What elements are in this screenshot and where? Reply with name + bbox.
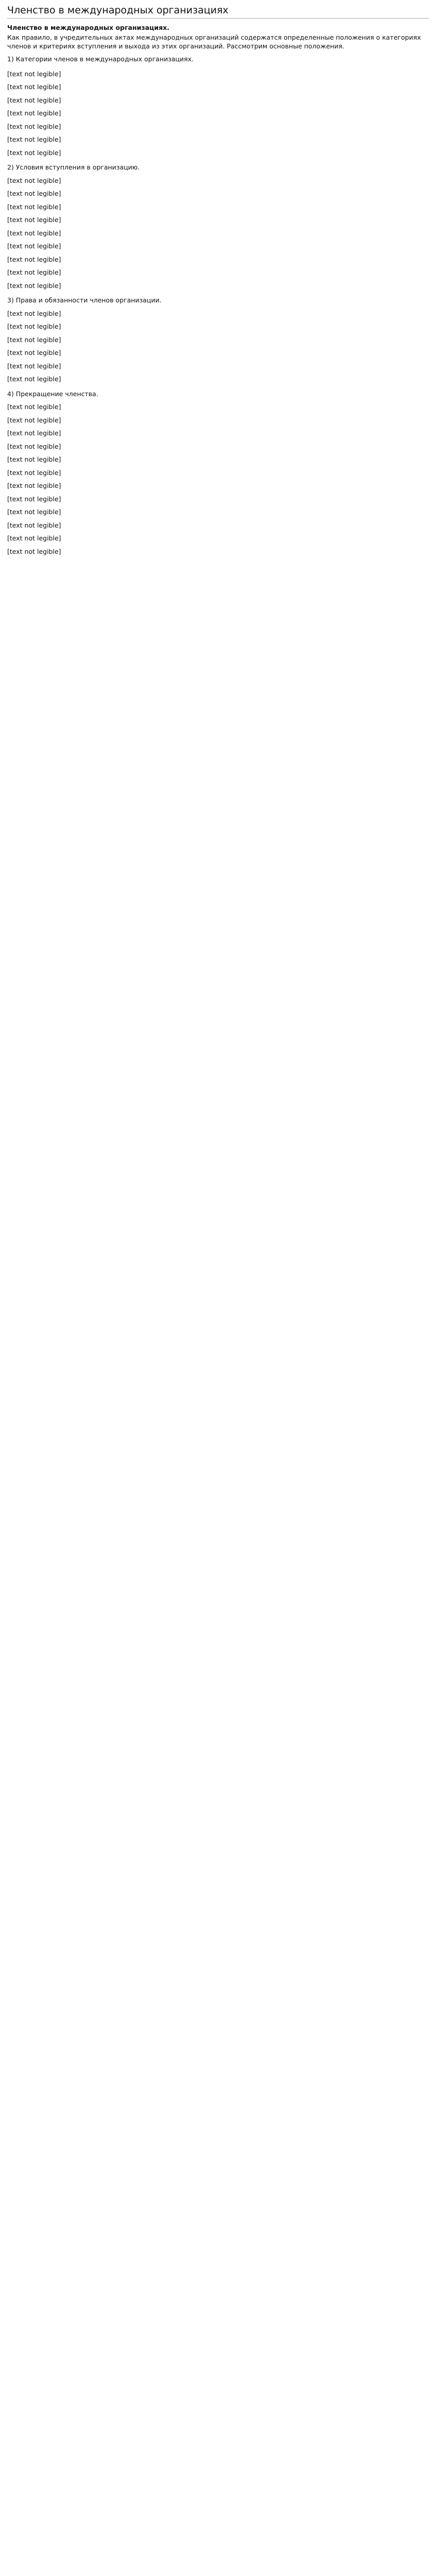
paragraph: [text not legible]	[7, 495, 61, 503]
paragraph: [text not legible]	[7, 242, 61, 250]
paragraph: [text not legible]	[7, 429, 61, 437]
paragraph: [text not legible]	[7, 96, 61, 104]
article-body	[7, 33, 429, 556]
paragraph: Как правило, в учредительных актах международных организаций содержатся определенные положения о категориях членов и критериях вступления и выхода из этих организаций. Рассмотрим основные положения.	[7, 33, 421, 50]
section-termination	[7, 390, 429, 556]
paragraph: [text not legible]	[7, 202, 61, 211]
paragraph: [text not legible]	[7, 135, 61, 143]
paragraph: [text not legible]	[7, 534, 61, 542]
paragraph: [text not legible]	[7, 122, 61, 130]
paragraph: 2) Условия вступления в организацию.	[7, 163, 140, 171]
paragraph: [text not legible]	[7, 335, 61, 344]
paragraph: [text not legible]	[7, 482, 61, 489]
paragraph: [text not legible]	[7, 455, 61, 463]
paragraph: [text not legible]	[7, 362, 61, 370]
paragraph: [text not legible]	[7, 442, 61, 450]
article-subtitle: Членство в международных организациях.	[7, 24, 170, 31]
paragraph: 4) Прекращение членства.	[7, 389, 98, 398]
paragraph: [text not legible]	[7, 109, 61, 117]
paragraph: [text not legible]	[7, 547, 61, 555]
paragraph: [text not legible]	[7, 416, 61, 424]
paragraph: 3) Права и обязанности членов организации.	[7, 296, 162, 304]
paragraph: [text not legible]	[7, 216, 61, 224]
section-intro	[7, 33, 429, 64]
paragraph: [text not legible]	[7, 148, 61, 157]
paragraph: [text not legible]	[7, 255, 61, 263]
section-obligations	[7, 296, 429, 384]
paragraph: [text not legible]	[7, 190, 61, 197]
page-title: Членство в международных организациях	[7, 4, 429, 19]
paragraph: [text not legible]	[7, 268, 61, 276]
paragraph: [text not legible]	[7, 229, 61, 237]
paragraph: [text not legible]	[7, 403, 61, 411]
paragraph: [text not legible]	[7, 176, 61, 184]
paragraph: [text not legible]	[7, 468, 61, 477]
paragraph: [text not legible]	[7, 521, 61, 529]
paragraph: [text not legible]	[7, 349, 61, 357]
paragraph: 1) Категории членов в международных организациях.	[7, 55, 194, 63]
paragraph: [text not legible]	[7, 309, 61, 317]
section-classification	[7, 70, 429, 158]
paragraph: [text not legible]	[7, 83, 61, 91]
paragraph: [text not legible]	[7, 508, 61, 516]
paragraph: [text not legible]	[7, 70, 61, 78]
paragraph: [text not legible]	[7, 375, 61, 383]
paragraph: [text not legible]	[7, 281, 61, 290]
section-admission	[7, 163, 429, 290]
paragraph: [text not legible]	[7, 323, 61, 330]
